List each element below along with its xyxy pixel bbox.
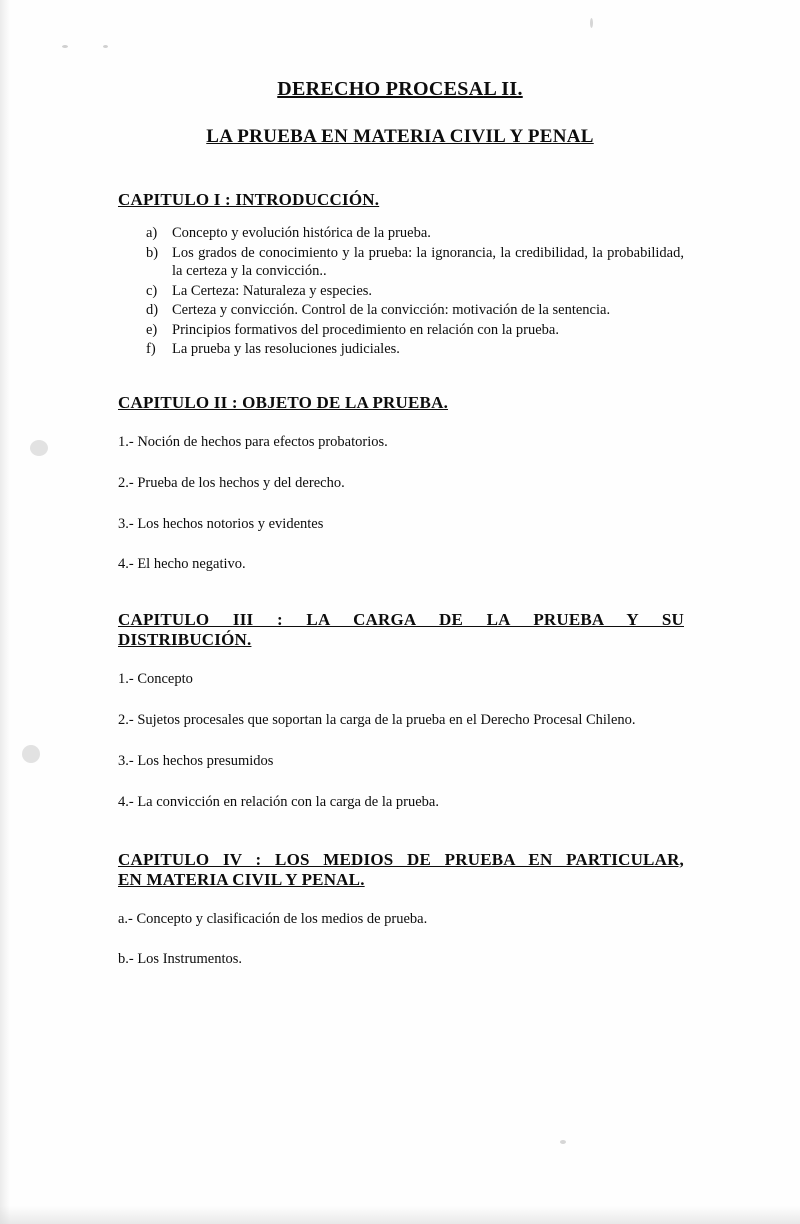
- scan-speck: [22, 745, 40, 763]
- page-bottom-edge-shadow: [0, 1206, 800, 1224]
- list-marker: b): [146, 244, 159, 261]
- chapter-2-heading: CAPITULO II : OBJETO DE LA PRUEBA.: [118, 392, 449, 412]
- chapter-4: [118, 850, 684, 970]
- list-marker: d): [146, 302, 159, 319]
- list-item-text: Concepto y evolución histórica de la prueba.: [172, 225, 431, 241]
- chapter-3: [118, 610, 684, 811]
- list-item: [146, 301, 684, 320]
- list-marker: a): [146, 225, 158, 241]
- list-item-text: Los grados de conocimiento y la prueba: la ignorancia, la credibilidad, la probabilidad, la certeza y la convicción..: [172, 244, 684, 280]
- list-marker: c): [146, 282, 158, 299]
- document-body: [118, 190, 684, 995]
- chapter-4-heading-line2: EN MATERIA CIVIL Y PENAL.: [118, 869, 365, 889]
- list-item-text: La prueba y las resoluciones judiciales.: [172, 341, 400, 358]
- scan-speck: [62, 45, 68, 48]
- list-item: [146, 224, 684, 243]
- chapter-4-item: a.- Concepto y clasificación de los medios de prueba.: [118, 910, 428, 927]
- chapter-2-item: 2.- Prueba de los hechos y del derecho.: [118, 474, 345, 491]
- scan-speck: [590, 18, 593, 28]
- chapter-1-list: [118, 224, 684, 359]
- chapter-2-item: 4.- El hecho negativo.: [118, 556, 246, 573]
- scan-speck: [103, 45, 108, 48]
- chapter-3-heading-line2: DISTRIBUCIÓN.: [118, 630, 252, 650]
- document-subtitle: LA PRUEBA EN MATERIA CIVIL Y PENAL: [206, 126, 594, 147]
- chapter-3-item: 2.- Sujetos procesales que soportan la carga de la prueba en el Derecho Procesal Chileno.: [118, 712, 636, 729]
- list-item-text: La Certeza: Naturaleza y especies.: [172, 282, 373, 299]
- chapter-1-heading: CAPITULO I : INTRODUCCIÓN.: [118, 190, 380, 209]
- chapter-4-heading-line1: CAPITULO IV : LOS MEDIOS DE PRUEBA EN PARTICULAR,: [118, 849, 684, 869]
- chapter-1: [118, 190, 684, 359]
- list-item: [146, 321, 684, 340]
- list-item-text: Principios formativos del procedimiento en relación con la prueba.: [172, 321, 559, 338]
- scan-speck: [30, 440, 48, 456]
- scan-speck: [560, 1140, 566, 1144]
- chapter-4-item: b.- Los Instrumentos.: [118, 951, 243, 968]
- list-item: [146, 340, 684, 359]
- list-marker: f): [146, 341, 156, 358]
- chapter-2-item: 1.- Noción de hechos para efectos probatorios.: [118, 433, 388, 450]
- chapter-2-item: 3.- Los hechos notorios y evidentes: [118, 515, 324, 532]
- document-title: DERECHO PROCESAL II.: [277, 78, 523, 100]
- list-item: [146, 282, 684, 301]
- chapter-3-item: 1.- Concepto: [118, 671, 193, 688]
- chapter-3-item: 3.- Los hechos presumidos: [118, 752, 274, 769]
- list-item: [146, 244, 684, 281]
- list-marker: e): [146, 321, 158, 338]
- chapter-2: [118, 393, 684, 574]
- chapter-3-heading-line1: CAPITULO III : LA CARGA DE LA PRUEBA Y SU: [118, 610, 684, 630]
- list-item-text: Certeza y convicción. Control de la convicción: motivación de la sentencia.: [172, 302, 611, 319]
- chapter-3-item: 4.- La convicción en relación con la carga de la prueba.: [118, 793, 439, 810]
- page-left-edge-shadow: [0, 0, 10, 1224]
